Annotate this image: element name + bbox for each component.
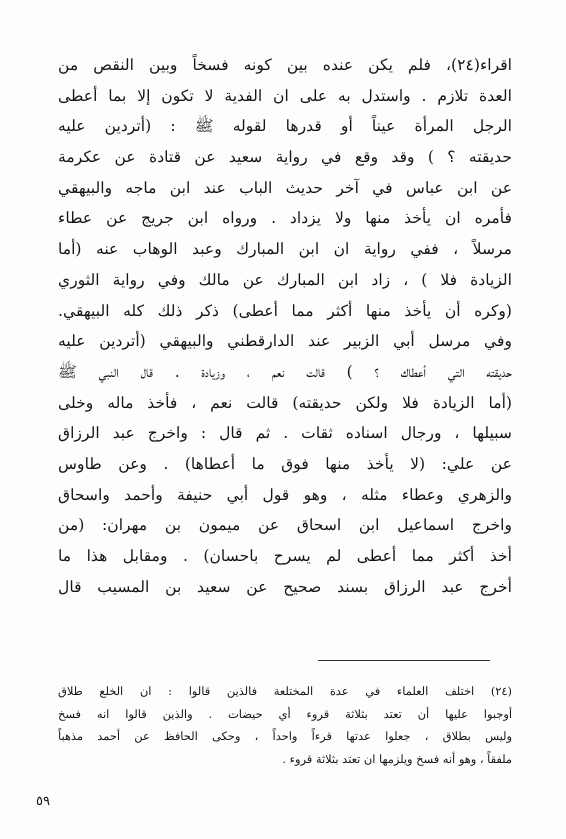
footnote-line: أوجبوا عليها أن تعتد بثلاثة قروء أي حيضات . والذين قالوا انه فسخ xyxy=(58,706,512,721)
text-line: الزيادة فلا ) ، زاد ابن المبارك عن مالك وفي رواية الثوري xyxy=(58,270,512,289)
text-line: عن علي: (لا يأخذ منها فوق ما أعطاها) . وعن طاوس xyxy=(58,454,512,473)
footnote-line: وليس بطلاق ، جعلوا عدتها قرءاً واحداً ، وحكى الحافظ عن أحمد مذهباً xyxy=(58,729,512,743)
text-line: واخرج اسماعيل ابن اسحاق عن ميمون بن مهران: (من xyxy=(58,516,512,535)
text-line: اقراء(٢٤)، فلم يكن عنده بين كونه فسخاً وبين النقص من xyxy=(58,56,512,74)
text-line: حديقته التي أعطاك ؟ ) قالت نعم ، وزيادة . قال النبي ﷺ xyxy=(58,362,512,381)
text-line: فأمره ان يأخذ منها ولا يزداد . ورواه ابن جريج عن عطاء xyxy=(58,209,512,228)
footnotes xyxy=(58,680,512,770)
footnote-line: (٢٤) اختلف العلماء في عدة المختلعة فالذين قالوا : ان الخلع طلاق xyxy=(58,684,512,698)
text-line: العدة تلازم . واستدل به على ان الفدية لا تكون إلا بما أعطى xyxy=(58,86,512,105)
text-line: مرسلاً ، ففي رواية ان ابن المبارك وعبد الوهاب عنه (أما xyxy=(58,240,512,259)
text-line: أخذ أكثر مما أعطى لم يسرح باحسان) . ومقابل هذا ما xyxy=(58,547,512,565)
main-text xyxy=(58,50,512,602)
text-line: عن ابن عباس في آخر حديث الباب عند ابن ماجه والبيهقي xyxy=(58,178,512,197)
text-line: سبيلها ، ورجال اسناده ثقات . ثم قال : واخرج عبد الرزاق xyxy=(58,424,512,443)
text-line: (أما الزيادة فلا ولكن حديقته) قالت نعم ، فأخذ ماله وخلى xyxy=(58,393,512,412)
text-line: الرجل المرأة عيناً أو قدرها لقوله ﷺ : (أتردين عليه xyxy=(58,117,512,136)
footnote-separator xyxy=(318,660,490,661)
text-line: والزهري وعطاء مثله ، وهو قول أبي حنيفة وأحمد واسحاق xyxy=(58,485,512,504)
text-line: أخرج عبد الرزاق بسند صحيح عن سعيد بن المسيب قال xyxy=(58,577,512,596)
text-line: (وكره أن يأخذ منها أكثر مما أعطى) ذكر ذلك كله البيهقي. xyxy=(58,301,512,320)
footnote-line: ملفقاً ، وهو أنه فسخ ويلزمها ان تعتد بثلاثة قروء . xyxy=(282,751,512,766)
text-line: حديقته ؟ ) وقد وقع في رواية سعيد عن قتادة عن عكرمة xyxy=(58,148,512,167)
text-line: وفي مرسل أبي الزبير عند الدارقطني والبيهقي (أتردين عليه xyxy=(58,332,512,351)
page-number: ٥٩ xyxy=(36,794,50,809)
